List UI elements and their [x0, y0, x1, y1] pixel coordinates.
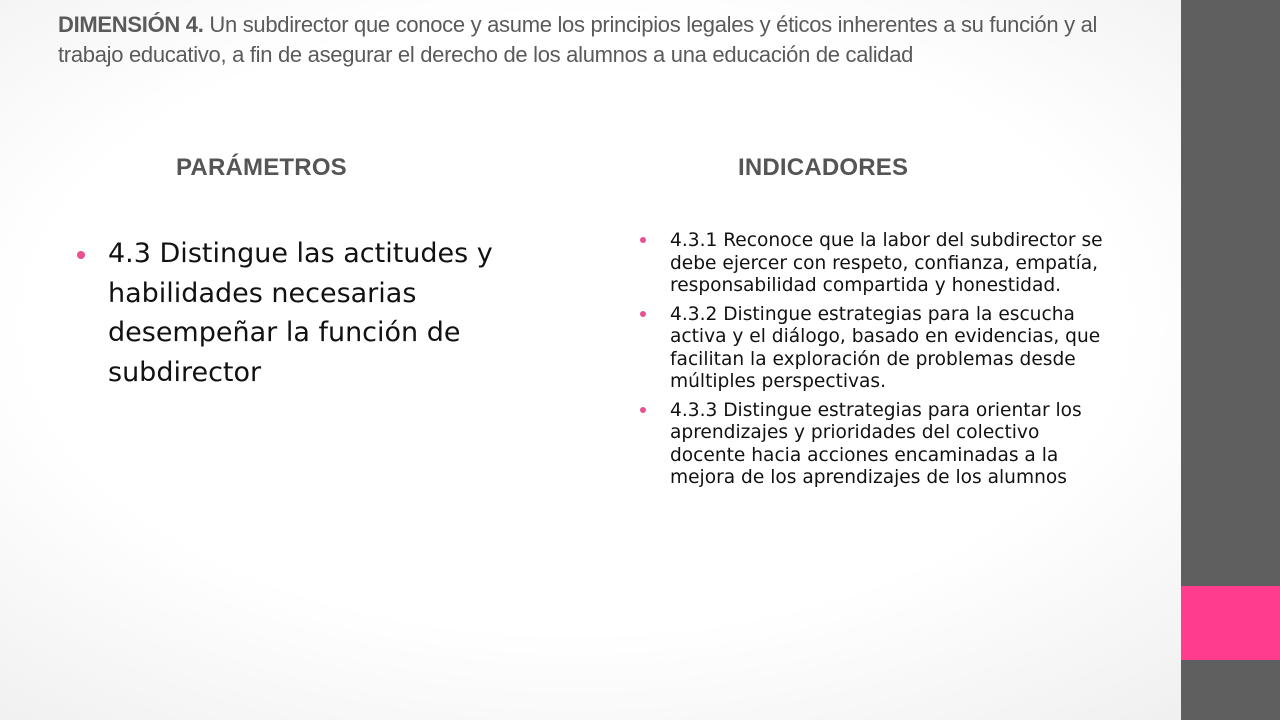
- indicador-item: [638, 304, 1108, 394]
- side-accent-decoration: [1181, 586, 1280, 660]
- indicador-text: 4.3.3 Distingue estrategias para orientar los aprendizajes y prioridades del colectivo docente hacia acciones encaminadas a la mejora de los aprendizajes de los alumnos: [670, 399, 1082, 488]
- parametros-heading: PARÁMETROS: [176, 154, 347, 181]
- parametros-list: [77, 234, 557, 392]
- bullet-icon: [640, 407, 646, 413]
- parametro-item: [77, 234, 557, 392]
- indicador-item: [638, 400, 1108, 490]
- indicadores-list: [638, 230, 1108, 496]
- indicador-text: 4.3.2 Distingue estrategias para la escucha activa y el diálogo, basado en evidencias, que facilitan la exploración de problemas desde múltiples perspectivas.: [670, 303, 1101, 392]
- title-description: Un subdirector que conoce y asume los principios legales y éticos inherentes a su función y al trabajo educativo, a fin de asegurar el derecho de los alumnos a una educación de calidad: [58, 12, 1098, 67]
- indicador-text: 4.3.1 Reconoce que la labor del subdirector se debe ejercer con respeto, confianza, empatía, responsabilidad compartida y honestidad.: [670, 230, 1103, 296]
- parametro-text: 4.3 Distingue las actitudes y habilidades necesarias desempeñar la función de subdirector: [108, 238, 493, 388]
- indicadores-heading: INDICADORES: [738, 154, 909, 181]
- bullet-icon: [640, 311, 646, 317]
- title-dimension-label: DIMENSIÓN 4.: [58, 12, 204, 37]
- slide-title: [58, 10, 1138, 70]
- bullet-icon: [640, 237, 646, 243]
- bullet-icon: [77, 251, 85, 259]
- indicador-item: [638, 230, 1108, 298]
